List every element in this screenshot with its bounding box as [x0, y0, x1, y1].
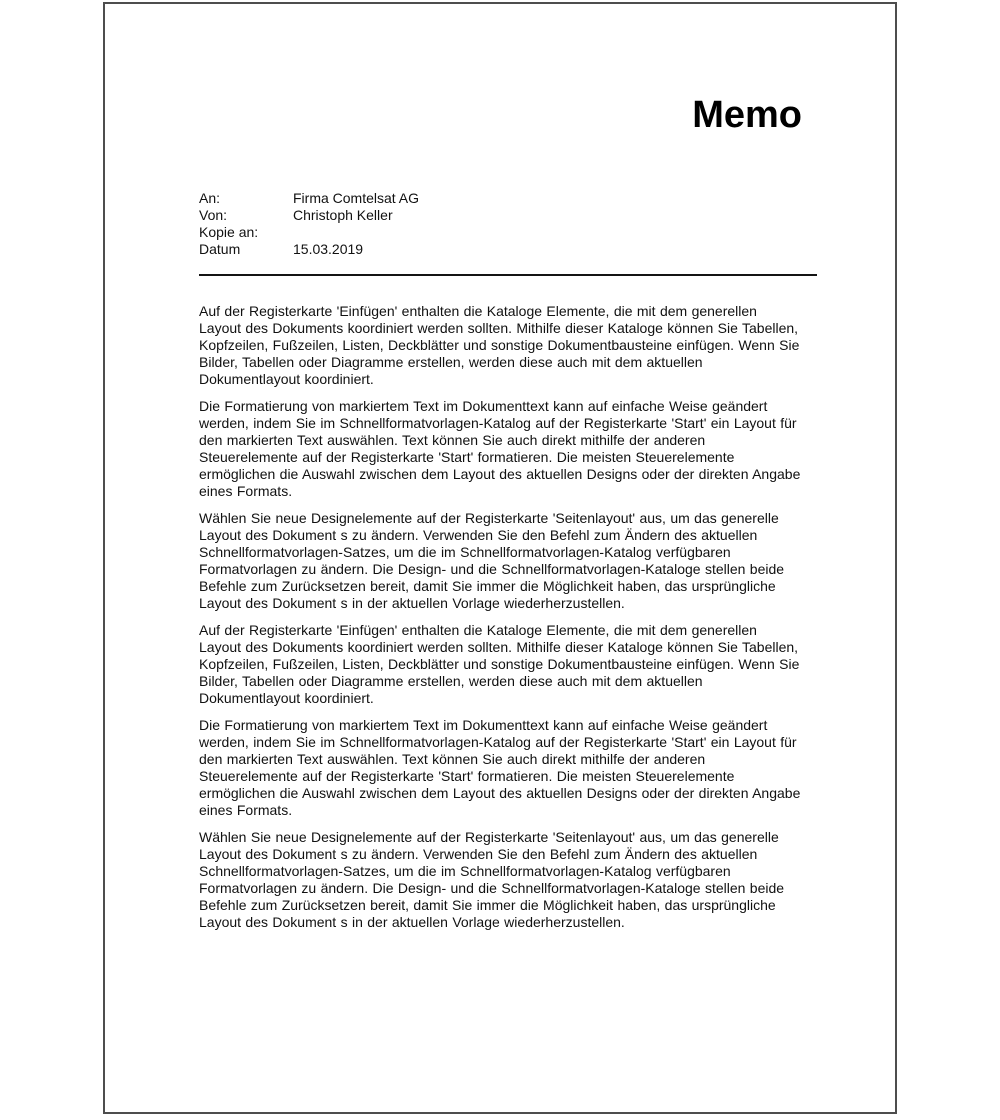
meta-value-an: Firma Comtelsat AG	[293, 190, 420, 206]
body-paragraph-2: Die Formatierung von markiertem Text im Dokumenttext kann auf einfache Weise geändert werden, indem Sie im Schnellformatvorlagen-Katalog auf der Registerkarte 'Start' ein Layout für den markierten Text auswählen. Text können Sie auch direkt mithilfe der anderen Steuerelemente auf der Registerkarte 'Start' formatieren. Die meisten Steuerelemente ermöglichen die Auswahl zwischen dem Layout des aktuellen Designs oder der direkten Angabe eines Formats.	[199, 398, 801, 499]
meta-row-kopie-an	[199, 224, 817, 241]
memo-body	[199, 303, 817, 931]
meta-label-von: Von:	[199, 207, 228, 223]
meta-label-datum: Datum	[199, 241, 241, 257]
body-paragraph-6: Wählen Sie neue Designelemente auf der Registerkarte 'Seitenlayout' aus, um das generelle Layout des Dokument s zu ändern. Verwenden Sie den Befehl zum Ändern des aktuellen Schnellformatvorlagen-Satzes, um die im Schnellformatvorlagen-Katalog verfügbaren Formatvorlagen zu ändern. Die Design- und die Schnellformatvorlagen-Kataloge stellen beide Befehle zum Zurücksetzen bereit, damit Sie immer die Möglichkeit haben, das ursprüngliche Layout des Dokument s in der aktuellen Vorlage wiederherzustellen.	[199, 829, 785, 930]
meta-value-von: Christoph Keller	[293, 207, 393, 223]
body-paragraph-1: Auf der Registerkarte 'Einfügen' enthalten die Kataloge Elemente, die mit dem generellen Layout des Dokuments koordiniert werden sollten. Mithilfe dieser Kataloge können Sie Tabellen, Kopfzeilen, Fußzeilen, Listen, Deckblätter und sonstige Dokumentbausteine einfügen. Wenn Sie Bilder, Tabellen oder Diagramme erstellen, werden diese auch mit dem aktuellen Dokumentlayout koordiniert.	[199, 303, 800, 387]
header-divider	[199, 274, 817, 276]
meta-label-kopie-an: Kopie an:	[199, 224, 259, 240]
memo-title: Memo	[692, 94, 802, 136]
memo-header-fields	[199, 190, 817, 258]
meta-row-an	[199, 190, 817, 207]
body-paragraph-3: Wählen Sie neue Designelemente auf der Registerkarte 'Seitenlayout' aus, um das generelle Layout des Dokument s zu ändern. Verwenden Sie den Befehl zum Ändern des aktuellen Schnellformatvorlagen-Satzes, um die im Schnellformatvorlagen-Katalog verfügbaren Formatvorlagen zu ändern. Die Design- und die Schnellformatvorlagen-Kataloge stellen beide Befehle zum Zurücksetzen bereit, damit Sie immer die Möglichkeit haben, das ursprüngliche Layout des Dokument s in der aktuellen Vorlage wiederherzustellen.	[199, 510, 785, 611]
meta-row-von	[199, 207, 817, 224]
memo-page	[103, 2, 897, 1114]
meta-label-an: An:	[199, 190, 221, 206]
meta-value-kopie-an	[293, 224, 817, 241]
meta-value-datum: 15.03.2019	[293, 241, 364, 257]
body-paragraph-4: Auf der Registerkarte 'Einfügen' enthalten die Kataloge Elemente, die mit dem generellen Layout des Dokuments koordiniert werden sollten. Mithilfe dieser Kataloge können Sie Tabellen, Kopfzeilen, Fußzeilen, Listen, Deckblätter und sonstige Dokumentbausteine einfügen. Wenn Sie Bilder, Tabellen oder Diagramme erstellen, werden diese auch mit dem aktuellen Dokumentlayout koordiniert.	[199, 622, 800, 706]
meta-row-datum	[199, 241, 817, 258]
body-paragraph-5: Die Formatierung von markiertem Text im Dokumenttext kann auf einfache Weise geändert werden, indem Sie im Schnellformatvorlagen-Katalog auf der Registerkarte 'Start' ein Layout für den markierten Text auswählen. Text können Sie auch direkt mithilfe der anderen Steuerelemente auf der Registerkarte 'Start' formatieren. Die meisten Steuerelemente ermöglichen die Auswahl zwischen dem Layout des aktuellen Designs oder der direkten Angabe eines Formats.	[199, 717, 801, 818]
